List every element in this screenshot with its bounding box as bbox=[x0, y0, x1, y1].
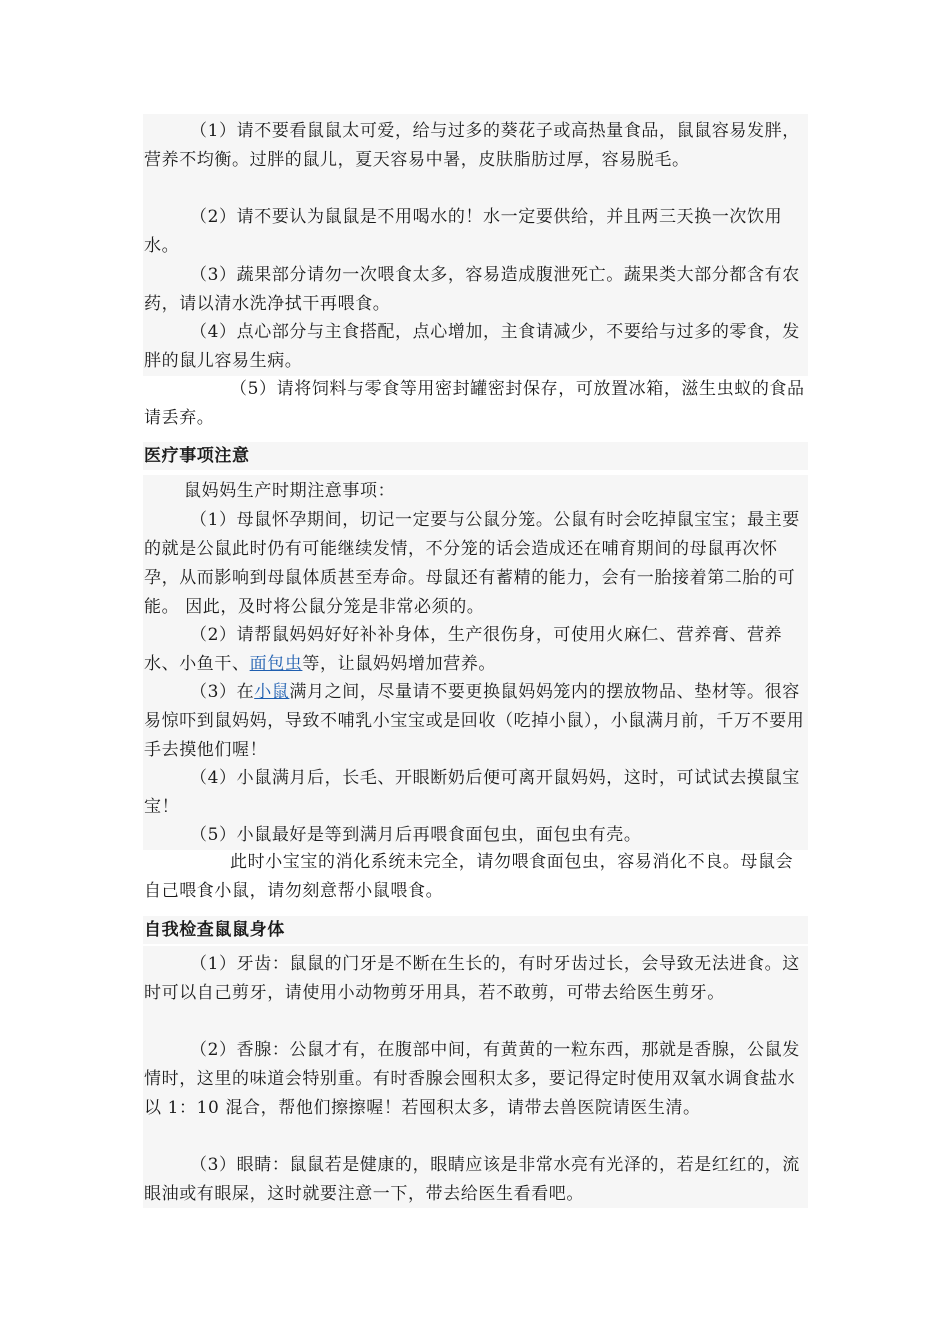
medical-note-2-text-a: （2）请帮鼠妈妈好好补补身体，生产很伤身，可使用火麻仁、营养膏、营养水、小鱼干、 bbox=[144, 625, 783, 674]
medical-note-6: 此时小宝宝的消化系统未完全，请勿喂食面包虫，容易消化不良。母鼠会自己喂食小鼠，请勿刻意帮小鼠喂食。 bbox=[144, 852, 794, 901]
medical-note-3-text-a: （3）在 bbox=[190, 682, 255, 702]
feeding-note-4: （4）点心部分与主食搭配，点心增加，主食请减少，不要给与过多的零食，发胖的鼠儿容易生病。 bbox=[144, 322, 800, 371]
medical-note-2-text-b: 等，让鼠妈妈增加营养。 bbox=[302, 654, 497, 674]
selfcheck-heading: 自我检查鼠鼠身体 bbox=[144, 920, 285, 940]
medical-note-3-text-b: 满月之间，尽量请不要更换鼠妈妈笼内的摆放物品、垫材等。很容易惊吓到鼠妈妈，导致不哺乳小宝宝或是回收（吃掉小鼠），小鼠满月前，千万不要用手去摸他们喔！ bbox=[144, 682, 805, 760]
selfcheck-note-scent-gland: （2）香腺：公鼠才有，在腹部中间，有黄黄的一粒东西，那就是香腺，公鼠发情时，这里的味道会特别重。有时香腺会囤积太多，要记得定时使用双氧水调食盐水以 1：10 混合，帮他们擦擦喔！若囤积太多，请带去兽医院请医生清。 bbox=[144, 1040, 800, 1118]
feeding-note-5: （5）请将饲料与零食等用密封罐密封保存，可放置冰箱，滋生虫蚁的食品请丢弃。 bbox=[144, 379, 805, 428]
feeding-note-1: （1）请不要看鼠鼠太可爱，给与过多的葵花子或高热量食品，鼠鼠容易发胖，营养不均衡。过胖的鼠儿，夏天容易中暑，皮肤脂肪过厚，容易脱毛。 bbox=[144, 121, 800, 170]
medical-note-5: （5）小鼠最好是等到满月后再喂食面包虫，面包虫有壳。 bbox=[190, 825, 642, 845]
medical-note-1: （1）母鼠怀孕期间，切记一定要与公鼠分笼。公鼠有时会吃掉鼠宝宝；最主要的就是公鼠此时仍有可能继续发情，不分笼的话会造成还在哺育期间的母鼠再次怀孕，从而影响到母鼠体质甚至寿命。母鼠还有蓄精的能力，会有一胎接着第二胎的可能。 因此，及时将公鼠分笼是非常必须的。 bbox=[144, 510, 800, 617]
medical-intro: 鼠妈妈生产时期注意事项： bbox=[184, 481, 396, 501]
medical-note-2 bbox=[144, 621, 806, 679]
medical-heading: 医疗事项注意 bbox=[144, 446, 250, 466]
link-mealworm[interactable]: 面包虫 bbox=[249, 654, 303, 674]
feeding-note-3: （3）蔬果部分请勿一次喂食太多，容易造成腹泄死亡。蔬果类大部分都含有农药，请以清水洗净拭干再喂食。 bbox=[144, 265, 800, 314]
feeding-note-2: （2）请不要认为鼠鼠是不用喝水的！水一定要供给，并且两三天换一次饮用水。 bbox=[144, 207, 783, 256]
medical-note-3 bbox=[144, 678, 806, 765]
selfcheck-note-eyes: （3）眼睛：鼠鼠若是健康的，眼睛应该是非常水亮有光泽的，若是红红的，流眼油或有眼屎，这时就要注意一下，带去给医生看看吧。 bbox=[144, 1155, 800, 1204]
link-baby-mouse[interactable]: 小鼠 bbox=[254, 682, 290, 702]
medical-note-4: （4）小鼠满月后，长毛、开眼断奶后便可离开鼠妈妈，这时，可试试去摸鼠宝宝！ bbox=[144, 768, 800, 817]
selfcheck-note-teeth: （1）牙齿：鼠鼠的门牙是不断在生长的，有时牙齿过长，会导致无法进食。这时可以自己剪牙，请使用小动物剪牙用具，若不敢剪，可带去给医生剪牙。 bbox=[144, 954, 800, 1003]
